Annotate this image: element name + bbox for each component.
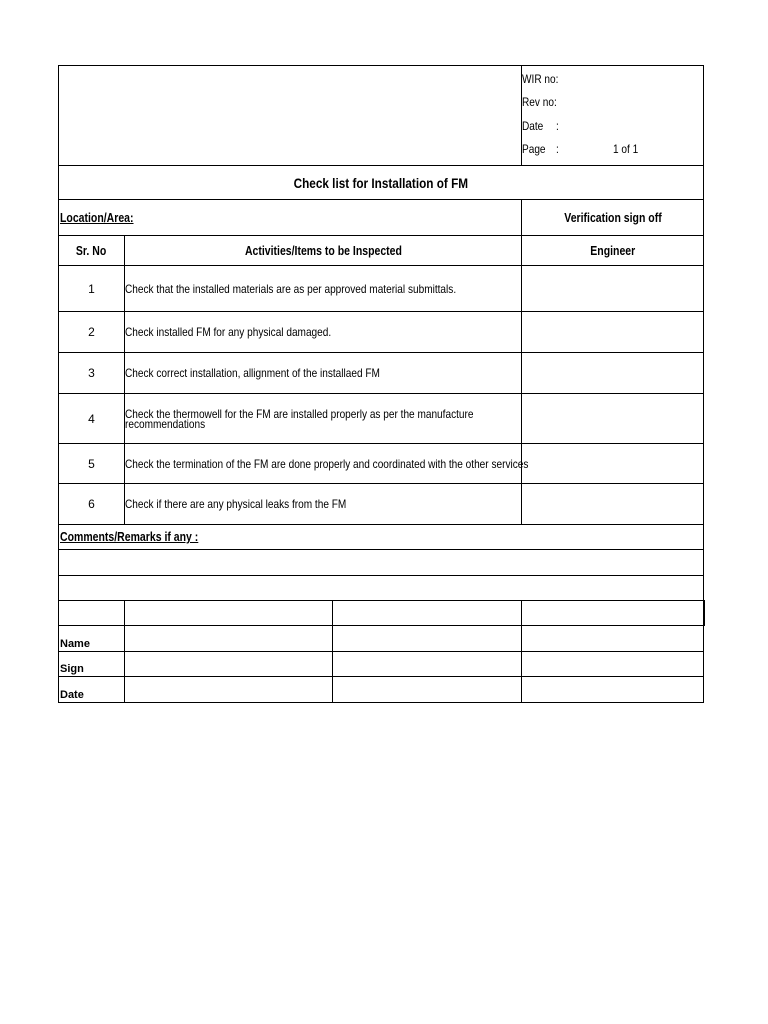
sign-field[interactable]	[333, 652, 522, 677]
comments-header-row	[59, 525, 704, 550]
table-row	[59, 444, 704, 484]
date-field[interactable]	[125, 677, 333, 703]
table-row	[59, 312, 704, 353]
location-label: Location/Area:	[60, 210, 134, 225]
name-field[interactable]	[522, 626, 704, 652]
item-number: 3	[59, 353, 125, 394]
table-row	[59, 353, 704, 394]
activities-header	[125, 236, 522, 266]
signoff-blank-cell	[59, 601, 125, 626]
table-row	[59, 266, 704, 312]
page-label: Page	[522, 141, 546, 156]
column-header-row	[59, 236, 704, 266]
wir-label: WIR no:	[522, 72, 559, 86]
checklist-sheet	[58, 65, 703, 703]
table-row	[59, 484, 704, 525]
page-line	[522, 142, 703, 165]
date-field[interactable]	[333, 677, 522, 703]
signoff-name-row	[59, 626, 704, 652]
wir-line	[522, 72, 703, 95]
item-number: 5	[59, 444, 125, 484]
logo-area	[59, 66, 522, 166]
engineer-signoff-cell[interactable]	[522, 353, 704, 394]
engineer-header	[522, 236, 704, 266]
document-info	[522, 66, 704, 166]
comments-cell	[59, 525, 704, 550]
item-activity-text: Check installed FM for any physical damaged.	[125, 325, 332, 340]
signoff-blank-cell	[333, 601, 522, 626]
checklist-title-cell	[59, 166, 704, 200]
item-number: 6	[59, 484, 125, 525]
comments-line[interactable]	[59, 550, 704, 576]
date-field[interactable]	[522, 677, 704, 703]
verification-label: Verification sign off	[563, 210, 662, 225]
signoff-blank-cell	[125, 601, 333, 626]
comments-line-row	[59, 576, 704, 601]
location-row	[59, 200, 704, 236]
item-activity-text: Check the thermowell for the FM are installed properly as per the manufacture recommendations	[125, 406, 474, 431]
signoff-date-row	[59, 677, 704, 703]
signoff-blank-cell	[522, 601, 704, 626]
item-activity	[125, 484, 522, 525]
item-activity-text: Check that the installed materials are as per approved material submittals.	[125, 281, 457, 296]
sr-no-header-label: Sr. No	[76, 243, 107, 258]
engineer-signoff-cell[interactable]	[522, 484, 704, 525]
sign-label: Sign	[59, 652, 125, 677]
date-label: Date	[522, 118, 544, 133]
comments-line[interactable]	[59, 576, 704, 601]
signoff-header-row	[59, 601, 704, 626]
item-activity-text: Check if there are any physical leaks from the FM	[125, 497, 347, 512]
rev-line	[522, 95, 703, 118]
name-field[interactable]	[125, 626, 333, 652]
page-value: 1 of 1	[613, 141, 639, 156]
verification-cell	[522, 200, 704, 236]
item-activity	[125, 394, 522, 444]
item-activity	[125, 266, 522, 312]
name-label: Name	[59, 626, 125, 652]
date-separator: :	[556, 118, 559, 133]
item-number: 2	[59, 312, 125, 353]
item-number: 1	[59, 266, 125, 312]
item-number: 4	[59, 394, 125, 444]
checklist-title: Check list for Installation of FM	[293, 174, 469, 191]
header-row	[59, 66, 704, 166]
table-row	[59, 394, 704, 444]
checklist-table	[58, 65, 705, 703]
signoff-sign-row	[59, 652, 704, 677]
engineer-signoff-cell[interactable]	[522, 266, 704, 312]
name-field[interactable]	[333, 626, 522, 652]
comments-label: Comments/Remarks if any :	[60, 530, 199, 545]
activities-header-label: Activities/Items to be Inspected	[244, 243, 402, 258]
sr-no-header	[59, 236, 125, 266]
sign-field[interactable]	[125, 652, 333, 677]
rev-label: Rev no:	[522, 95, 557, 110]
date-label: Date	[59, 677, 125, 703]
item-activity-text: Check correct installation, allignment of the installaed FM	[125, 366, 380, 381]
engineer-signoff-cell[interactable]	[522, 312, 704, 353]
item-activity	[125, 312, 522, 353]
item-activity	[125, 444, 529, 484]
title-row	[59, 166, 704, 200]
sign-field[interactable]	[522, 652, 704, 677]
engineer-header-label: Engineer	[590, 243, 635, 258]
comments-line-row	[59, 550, 704, 576]
item-activity	[125, 353, 522, 394]
location-cell	[59, 200, 522, 236]
page-separator: :	[556, 141, 559, 156]
date-line	[522, 119, 703, 142]
item-activity-text: Check the termination of the FM are done properly and coordinated with the other services	[125, 456, 529, 471]
engineer-signoff-cell[interactable]	[522, 394, 704, 444]
